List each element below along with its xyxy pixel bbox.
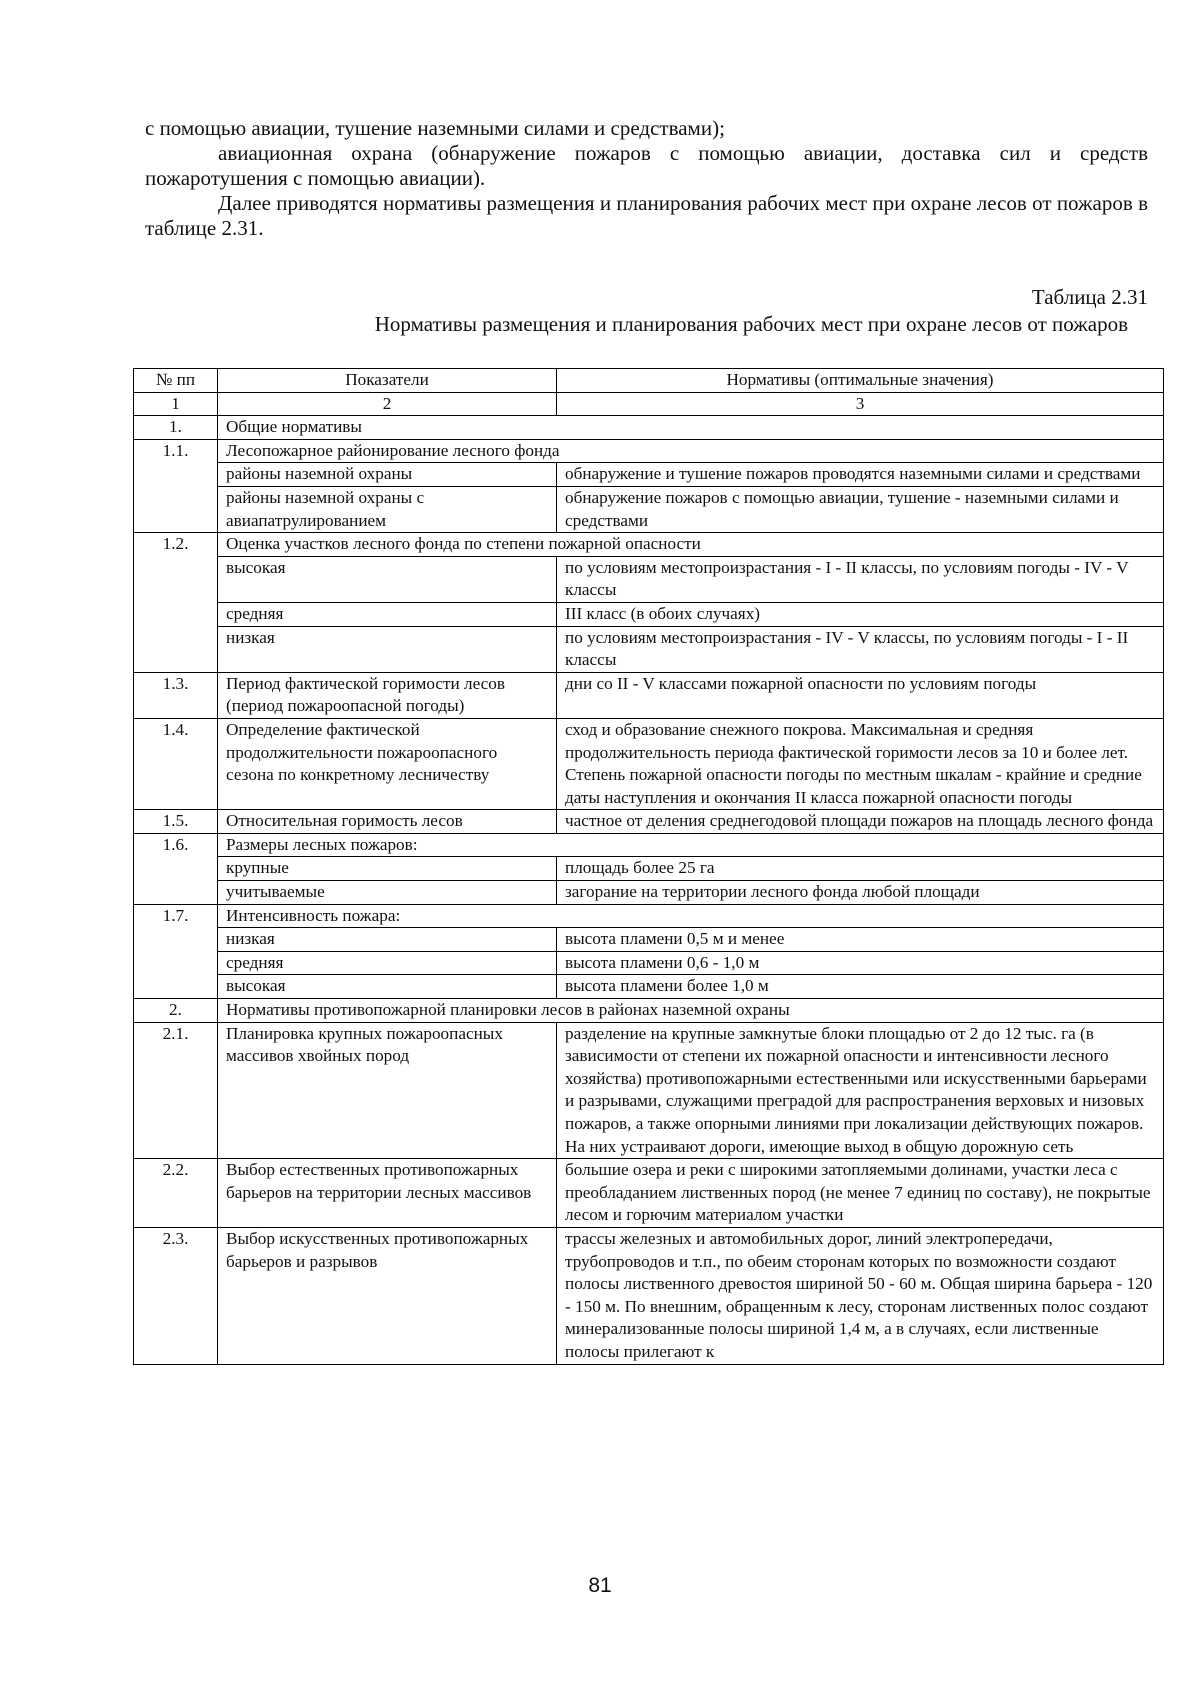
- norm-value-cell: дни со II - V классами пожарной опасности по условиям погоды: [557, 672, 1164, 718]
- table-row: [134, 881, 1164, 905]
- norm-value-cell: высота пламени более 1,0 м: [557, 975, 1164, 999]
- table-row: [134, 416, 1164, 440]
- table-row: [134, 486, 1164, 532]
- table-label: Таблица 2.31: [1031, 285, 1148, 309]
- indicator-cell: средняя: [218, 602, 557, 626]
- norm-value-cell: частное от деления среднегодовой площади пожаров на площадь лесного фонда: [557, 810, 1164, 834]
- indicator-cell: учитываемые: [218, 881, 557, 905]
- table-header-row: [134, 369, 1164, 393]
- indicator-cell: Выбор искусственных противопожарных барьеров и разрывов: [218, 1227, 557, 1364]
- table-row: [134, 999, 1164, 1023]
- row-number-cell: 1.2.: [134, 533, 218, 673]
- section-title-cell: Лесопожарное районирование лесного фонда: [218, 439, 1164, 463]
- row-number-cell: 2.3.: [134, 1227, 218, 1364]
- table-row: [134, 439, 1164, 463]
- table-row: [134, 1022, 1164, 1159]
- table-row: [134, 533, 1164, 557]
- table-row: [134, 718, 1164, 809]
- norm-value-cell: обнаружение и тушение пожаров проводятся наземными силами и средствами: [557, 463, 1164, 487]
- norm-value-cell: обнаружение пожаров с помощью авиации, тушение - наземными силами и средствами: [557, 486, 1164, 532]
- indicator-cell: низкая: [218, 626, 557, 672]
- column-number-cell: 1: [134, 392, 218, 416]
- header-cell: № пп: [134, 369, 218, 393]
- column-number-cell: 3: [557, 392, 1164, 416]
- table-row: [134, 975, 1164, 999]
- row-number-cell: 1.: [134, 416, 218, 440]
- page-number: 81: [588, 1574, 612, 1597]
- table-row: [134, 833, 1164, 857]
- indicator-cell: Период фактической горимости лесов (период пожароопасной погоды): [218, 672, 557, 718]
- table-row: [134, 857, 1164, 881]
- indicator-cell: средняя: [218, 951, 557, 975]
- norm-value-cell: по условиям местопроизрастания - I - II классы, по условиям погоды - IV - V классы: [557, 556, 1164, 602]
- table-row: [134, 1159, 1164, 1228]
- intro-text: [145, 116, 1148, 241]
- intro-paragraph: с помощью авиации, тушение наземными силами и средствами);: [145, 116, 725, 140]
- norm-value-cell: большие озера и реки с широкими затопляемыми долинами, участки леса с преобладанием лиственных пород (не менее 7 единиц по составу), не покрытые лесом и горючим материалом участки: [557, 1159, 1164, 1228]
- table-row: [134, 672, 1164, 718]
- row-number-cell: 1.4.: [134, 718, 218, 809]
- column-number-cell: 2: [218, 392, 557, 416]
- indicator-cell: Относительная горимость лесов: [218, 810, 557, 834]
- indicator-cell: районы наземной охраны: [218, 463, 557, 487]
- indicator-cell: высокая: [218, 975, 557, 999]
- indicator-cell: Планировка крупных пожароопасных массивов хвойных пород: [218, 1022, 557, 1159]
- section-title-cell: Нормативы противопожарной планировки лесов в районах наземной охраны: [218, 999, 1164, 1023]
- table-row: [134, 556, 1164, 602]
- norm-value-cell: трассы железных и автомобильных дорог, линий электропередачи, трубопроводов и т.п., по обеим сторонам которых по возможности создают полосы лиственного древостоя шириной 50 - 60 м. Общая ширина барьера - 120 - 150 м. По внешним, обращенным к лесу, сторонам лиственных полос создают минерализованные полосы шириной 1,4 м, а в случаях, если лиственные полосы прилегают к: [557, 1227, 1164, 1364]
- norm-value-cell: высота пламени 0,5 м и менее: [557, 928, 1164, 952]
- section-title-cell: Интенсивность пожара:: [218, 904, 1164, 928]
- row-number-cell: 1.6.: [134, 833, 218, 904]
- indicator-cell: крупные: [218, 857, 557, 881]
- table-row: [134, 928, 1164, 952]
- norm-value-cell: сход и образование снежного покрова. Максимальная и средняя продолжительность периода фактической горимости лесов за 10 и более лет. Степень пожарной опасности погоды по местным шкалам - крайние и средние даты наступления и окончания II класса пожарной опасности погоды: [557, 718, 1164, 809]
- indicator-cell: районы наземной охраны с авиапатрулированием: [218, 486, 557, 532]
- row-number-cell: 1.3.: [134, 672, 218, 718]
- table-row: [134, 810, 1164, 834]
- intro-paragraph: авиационная охрана (обнаружение пожаров с помощью авиации, доставка сил и средств пожаротушения с помощью авиации).: [145, 141, 1148, 190]
- row-number-cell: 1.5.: [134, 810, 218, 834]
- indicator-cell: высокая: [218, 556, 557, 602]
- norm-value-cell: по условиям местопроизрастания - IV - V классы, по условиям погоды - I - II классы: [557, 626, 1164, 672]
- indicator-cell: низкая: [218, 928, 557, 952]
- table-row: [134, 626, 1164, 672]
- section-title-cell: Общие нормативы: [218, 416, 1164, 440]
- row-number-cell: 2.1.: [134, 1022, 218, 1159]
- header-cell: Показатели: [218, 369, 557, 393]
- norms-table: [133, 368, 1164, 1365]
- table-title: Нормативы размещения и планирования рабочих мест при охране лесов от пожаров: [374, 312, 1128, 336]
- table-row: [134, 1227, 1164, 1364]
- indicator-cell: Выбор естественных противопожарных барьеров на территории лесных массивов: [218, 1159, 557, 1228]
- section-title-cell: Размеры лесных пожаров:: [218, 833, 1164, 857]
- section-title-cell: Оценка участков лесного фонда по степени пожарной опасности: [218, 533, 1164, 557]
- row-number-cell: 2.: [134, 999, 218, 1023]
- table-row: [134, 904, 1164, 928]
- row-number-cell: 1.7.: [134, 904, 218, 998]
- norm-value-cell: загорание на территории лесного фонда любой площади: [557, 881, 1164, 905]
- header-cell: Нормативы (оптимальные значения): [557, 369, 1164, 393]
- indicator-cell: Определение фактической продолжительности пожароопасного сезона по конкретному лесничеству: [218, 718, 557, 809]
- row-number-cell: 1.1.: [134, 439, 218, 532]
- norm-value-cell: высота пламени 0,6 - 1,0 м: [557, 951, 1164, 975]
- norm-value-cell: площадь более 25 га: [557, 857, 1164, 881]
- table-row: [134, 602, 1164, 626]
- table-row: [134, 951, 1164, 975]
- intro-paragraph: Далее приводятся нормативы размещения и планирования рабочих мест при охране лесов от пожаров в таблице 2.31.: [145, 191, 1148, 240]
- table-row: [134, 463, 1164, 487]
- column-number-row: [134, 392, 1164, 416]
- norm-value-cell: разделение на крупные замкнутые блоки площадью от 2 до 12 тыс. га (в зависимости от степени их пожарной опасности и интенсивности лесного хозяйства) противопожарными естественными или искусственными барьерами и разрывами, служащими преградой для распространения верховых и низовых пожаров, а также опорными линиями при локализации действующих пожаров. На них устраивают дороги, имеющие выход в общую дорожную сеть: [557, 1022, 1164, 1159]
- row-number-cell: 2.2.: [134, 1159, 218, 1228]
- norm-value-cell: III класс (в обоих случаях): [557, 602, 1164, 626]
